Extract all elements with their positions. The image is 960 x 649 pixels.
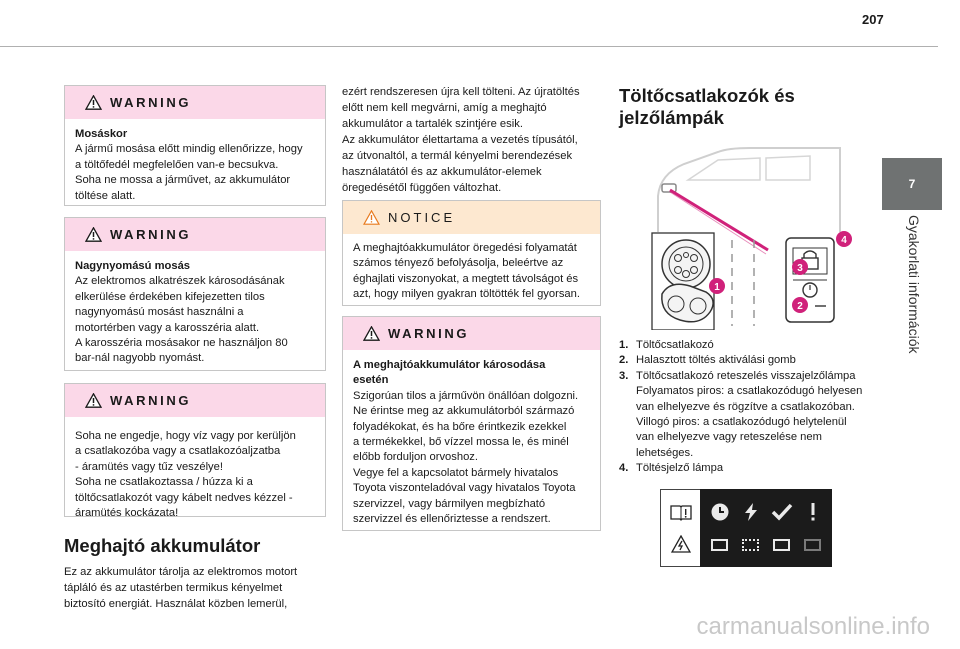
warning-heading: WARNING bbox=[388, 326, 470, 341]
check-icon bbox=[771, 502, 793, 522]
lamp-indicator-blinking bbox=[742, 539, 759, 551]
warning-text: Soha ne engedje, hogy víz vagy por kerüljön a csatlakozóba vagy a csatlakozóaljzatba - áramütés vagy tűz veszélye! Soha ne csatlakoztassa / húzza ki a töltőcsatlakozót vagy kábelt nedves kézzel - áramütés kockázata! bbox=[75, 430, 296, 520]
warning-header bbox=[65, 384, 325, 417]
list-item: 4. Töltésjelző lámpa bbox=[619, 462, 724, 475]
warning-body bbox=[343, 350, 600, 535]
warning-box-water bbox=[64, 383, 326, 520]
warning-box-washing bbox=[64, 85, 326, 206]
warning-title: Mosáskor bbox=[75, 128, 128, 140]
warning-body bbox=[65, 119, 325, 212]
page-number: 207 bbox=[862, 12, 884, 27]
warning-icon bbox=[363, 326, 380, 341]
callout-3-label: 3 bbox=[797, 263, 803, 274]
warning-box-battery-damage bbox=[342, 316, 601, 531]
chapter-label: Gyakorlati információk bbox=[906, 215, 922, 354]
list-item: 3. Töltőcsatlakozó reteszelés visszajelzőlámpa Folyamatos piros: a csatlakozódugó helyesen van elhelyezve és rögzítve a csatlakozóban. Villogó piros: a csatlakozódugó helytelenül van elhelyezve vagy reteszelése nem lehetséges. bbox=[619, 369, 863, 459]
callout-4-label: 4 bbox=[841, 235, 847, 246]
warning-body bbox=[65, 251, 325, 375]
warning-header bbox=[65, 86, 325, 119]
warning-heading: WARNING bbox=[110, 393, 192, 408]
warning-icon bbox=[85, 95, 102, 110]
warning-text: Az elektromos alkatrészek károsodásának elkerülése érdekében kifejezetten tilos nagynyomású mosást használni a motortérben vagy a karosszéria alatt. A karosszéria mosásakor ne használjon 80 bar-nál nagyobb nyomást. bbox=[75, 275, 288, 365]
notice-text: A meghajtóakkumulátor öregedési folyamatát számos tényező befolyásolja, beleértve az éghajlati viszonyokat, a megtett távolságot és azt, hogy milyen gyakran töltötték fel gyorsan. bbox=[353, 242, 580, 301]
warning-heading: WARNING bbox=[110, 95, 192, 110]
vehicle-outline bbox=[658, 148, 840, 232]
charging-legend-list bbox=[619, 338, 881, 477]
battery-section-title: Meghajtó akkumulátor bbox=[64, 535, 261, 556]
warning-header bbox=[343, 317, 600, 350]
notice-heading: NOTICE bbox=[388, 210, 456, 225]
header-rule bbox=[0, 46, 938, 47]
notice-icon bbox=[363, 210, 380, 225]
list-item: 2. Halasztott töltés aktiválási gomb bbox=[619, 354, 796, 367]
lamp-indicator bbox=[711, 539, 728, 551]
warning-icon bbox=[85, 393, 102, 408]
list-item: 1. Töltőcsatlakozó bbox=[619, 339, 714, 351]
lamp-indicator-off bbox=[804, 539, 821, 551]
battery-continued-text: ezért rendszeresen újra kell tölteni. Az újratöltés előtt nem kell megvárni, amíg a meghajtó akkumulátor a tartalék szintjére esik. Az akkumulátor élettartama a vezetés típusától, az útvonaltól, a termál kényelmi berendezések használatától és az akkumulátor-elemek öregedésétől függően változhat. bbox=[342, 86, 580, 194]
warning-header bbox=[65, 218, 325, 251]
chapter-tab[interactable] bbox=[882, 158, 942, 210]
callout-2-label: 2 bbox=[797, 301, 803, 312]
warning-title: A meghajtóakkumulátor károsodása esetén bbox=[353, 359, 546, 387]
charge-indicator-panel bbox=[660, 489, 832, 567]
warning-title: Nagynyomású mosás bbox=[75, 260, 191, 272]
charging-section-title: Töltőcsatlakozók és jelzőlámpák bbox=[619, 85, 795, 128]
notice-body bbox=[343, 234, 600, 311]
electric-warning-icon bbox=[671, 535, 691, 553]
charging-socket-illustration bbox=[640, 140, 860, 330]
warning-text: Szigorúan tilos a járművön önállóan dolgozni. Ne érintse meg az akkumulátorból származó folyadékokat, és ha bőre érintkezik ezekkel a termékekkel, bő vízzel mossa le, és minél előbb forduljon orvoshoz. Vegye fel a kapcsolatot bármely hivatalos Toyota viszonteladóval vagy hivatalos Toyota szervizzel, vagy bármilyen megbízható szervizzel és ellenőriztesse a rendszert. bbox=[353, 389, 579, 526]
warning-text: A jármű mosása előtt mindig ellenőrizze, hogy a töltőfedél megfelelően van-e becsukva. Soha ne mossa a járművet, az akkumulátor töltése alatt. bbox=[75, 143, 303, 202]
panel-lamps bbox=[700, 489, 832, 567]
battery-intro-text: Ez az akkumulátor tárolja az elektromos motort tápláló és az utastérben termikus kényelmet biztosító energiát. Használat közben lemerül, bbox=[64, 566, 298, 610]
warning-box-pressure bbox=[64, 217, 326, 371]
warning-icon bbox=[85, 227, 102, 242]
manual-book-icon bbox=[670, 503, 692, 521]
notice-header bbox=[343, 201, 600, 234]
panel-legend bbox=[660, 489, 700, 567]
lightning-icon bbox=[741, 502, 761, 522]
lamp-indicator bbox=[773, 539, 790, 551]
chapter-number: 7 bbox=[908, 177, 916, 191]
watermark: carmanualsonline.info bbox=[696, 613, 930, 640]
warning-heading: WARNING bbox=[110, 227, 192, 242]
callout-1-label: 1 bbox=[714, 282, 720, 293]
clock-icon bbox=[710, 502, 730, 522]
notice-box-aging bbox=[342, 200, 601, 306]
exclamation-icon bbox=[808, 502, 818, 522]
warning-body bbox=[65, 417, 325, 529]
